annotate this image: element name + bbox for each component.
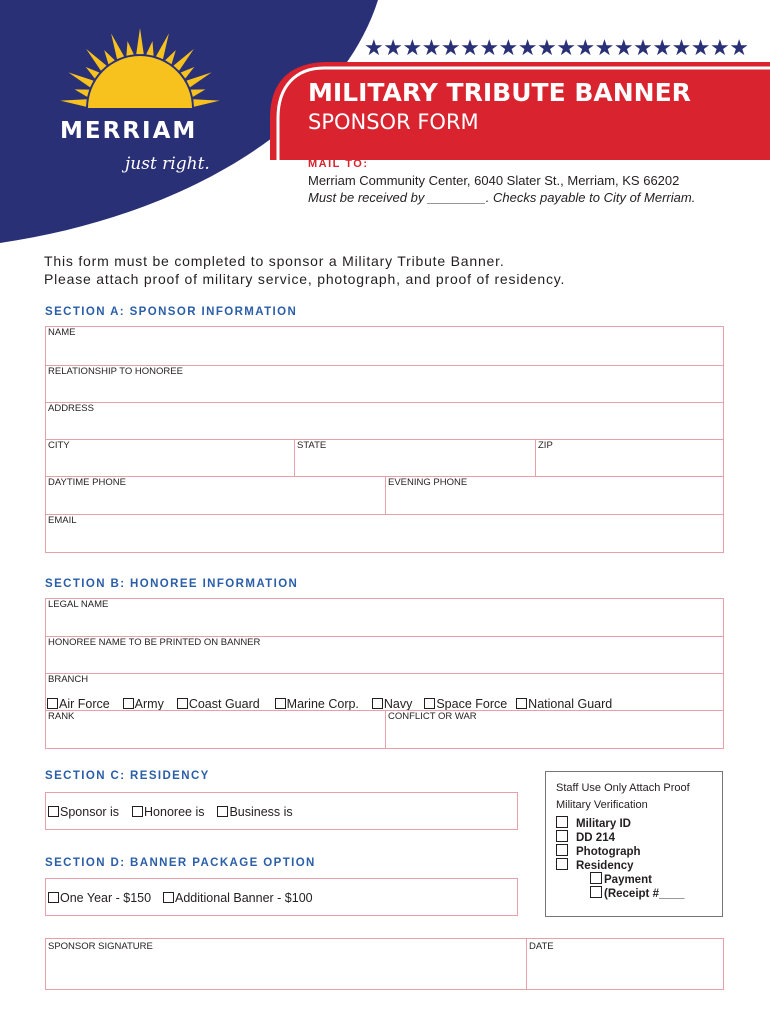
address-field[interactable] [45,402,724,440]
sponsor-signature-field[interactable] [45,938,527,990]
checkbox[interactable] [48,806,59,817]
section-a-title: SECTION A: SPONSOR INFORMATION [45,306,298,318]
residency-option-business[interactable]: Business is [217,805,292,819]
relationship-label: RELATIONSHIP TO HONOREE [48,366,183,377]
package-option-additional[interactable]: Additional Banner - $100 [163,891,313,905]
checkbox[interactable] [48,892,59,903]
staff-use-panel [545,771,723,917]
sponsor-signature-label: SPONSOR SIGNATURE [48,941,153,952]
branch-options [47,697,612,711]
section-d-title: SECTION D: BANNER PACKAGE OPTION [45,857,316,869]
checkbox[interactable] [217,806,228,817]
checkbox[interactable] [556,844,568,856]
checkbox[interactable] [47,698,58,709]
mail-note: Must be received by ________. Checks payable to City of Merriam. [308,190,696,205]
staff-item-residency[interactable]: Residency [556,858,634,872]
date-field[interactable] [526,938,724,990]
branch-option-navy[interactable]: Navy [372,697,412,711]
evening-phone-field[interactable] [385,476,724,515]
daytime-phone-field[interactable] [45,476,386,515]
residency-option-sponsor[interactable]: Sponsor is [48,805,119,819]
staff-item-receipt[interactable]: (Receipt #____ [590,886,685,900]
checkbox[interactable] [132,806,143,817]
package-options [48,891,313,905]
residency-option-honoree[interactable]: Honoree is [132,805,204,819]
mail-address: Merriam Community Center, 6040 Slater St., Merriam, KS 66202 [308,173,680,188]
conflict-label: CONFLICT OR WAR [388,711,477,722]
zip-label: ZIP [538,440,553,451]
staff-item-photograph[interactable]: Photograph [556,844,641,858]
package-option-one-year[interactable]: One Year - $150 [48,891,151,905]
daytime-phone-label: DAYTIME PHONE [48,477,126,488]
intro-line-1: This form must be completed to sponsor a Military Tribute Banner. [44,253,505,269]
form-title: MILITARY TRIBUTE BANNER [308,78,691,107]
email-label: EMAIL [48,515,77,526]
date-label: DATE [529,941,554,952]
branch-option-coast-guard[interactable]: Coast Guard [177,697,260,711]
staff-item-payment[interactable]: Payment [590,872,652,886]
name-field[interactable] [45,326,724,366]
intro-line-2: Please attach proof of military service, photograph, and proof of residency. [44,271,566,287]
logo-tagline: just right. [125,154,210,174]
branch-option-marine-corp[interactable]: Marine Corp. [275,697,359,711]
branch-option-space-force[interactable]: Space Force [424,697,507,711]
city-label: CITY [48,440,70,451]
name-label: NAME [48,327,76,338]
checkbox[interactable] [556,858,568,870]
rank-label: RANK [48,711,75,722]
checkbox[interactable] [590,872,602,884]
conflict-field[interactable] [385,710,724,749]
stars-row: ★★★★★★★★★★★★★★★★★★★★ [364,35,749,60]
staff-header: Staff Use Only Attach Proof [556,782,690,794]
email-field[interactable] [45,514,724,553]
state-label: STATE [297,440,327,451]
city-field[interactable] [45,439,295,477]
branch-option-army[interactable]: Army [123,697,164,711]
legal-name-field[interactable] [45,598,724,637]
checkbox[interactable] [163,892,174,903]
branch-option-air-force[interactable]: Air Force [47,697,110,711]
address-label: ADDRESS [48,403,94,414]
checkbox[interactable] [516,698,527,709]
branch-label: BRANCH [48,674,89,685]
evening-phone-label: EVENING PHONE [388,477,468,488]
relationship-field[interactable] [45,365,724,403]
legal-name-label: LEGAL NAME [48,599,109,610]
section-c-title: SECTION C: RESIDENCY [45,770,210,782]
section-b-title: SECTION B: HONOREE INFORMATION [45,578,299,590]
mail-to-label: MAIL TO: [308,158,369,170]
checkbox[interactable] [123,698,134,709]
checkbox[interactable] [556,816,568,828]
checkbox[interactable] [177,698,188,709]
state-field[interactable] [294,439,536,477]
staff-item-dd214[interactable]: DD 214 [556,830,615,844]
checkbox[interactable] [590,886,602,898]
staff-item-military-id[interactable]: Military ID [556,816,631,830]
form-subtitle: SPONSOR FORM [308,110,479,134]
branch-option-national-guard[interactable]: National Guard [516,697,612,711]
banner-name-label: HONOREE NAME TO BE PRINTED ON BANNER [48,637,261,648]
checkbox[interactable] [372,698,383,709]
zip-field[interactable] [535,439,724,477]
checkbox[interactable] [556,830,568,842]
staff-subheader: Military Verification [556,799,648,811]
banner-name-field[interactable] [45,636,724,674]
logo-wordmark: MERRIAM [60,118,198,144]
rank-field[interactable] [45,710,386,749]
checkbox[interactable] [424,698,435,709]
residency-options [48,805,293,819]
checkbox[interactable] [275,698,286,709]
